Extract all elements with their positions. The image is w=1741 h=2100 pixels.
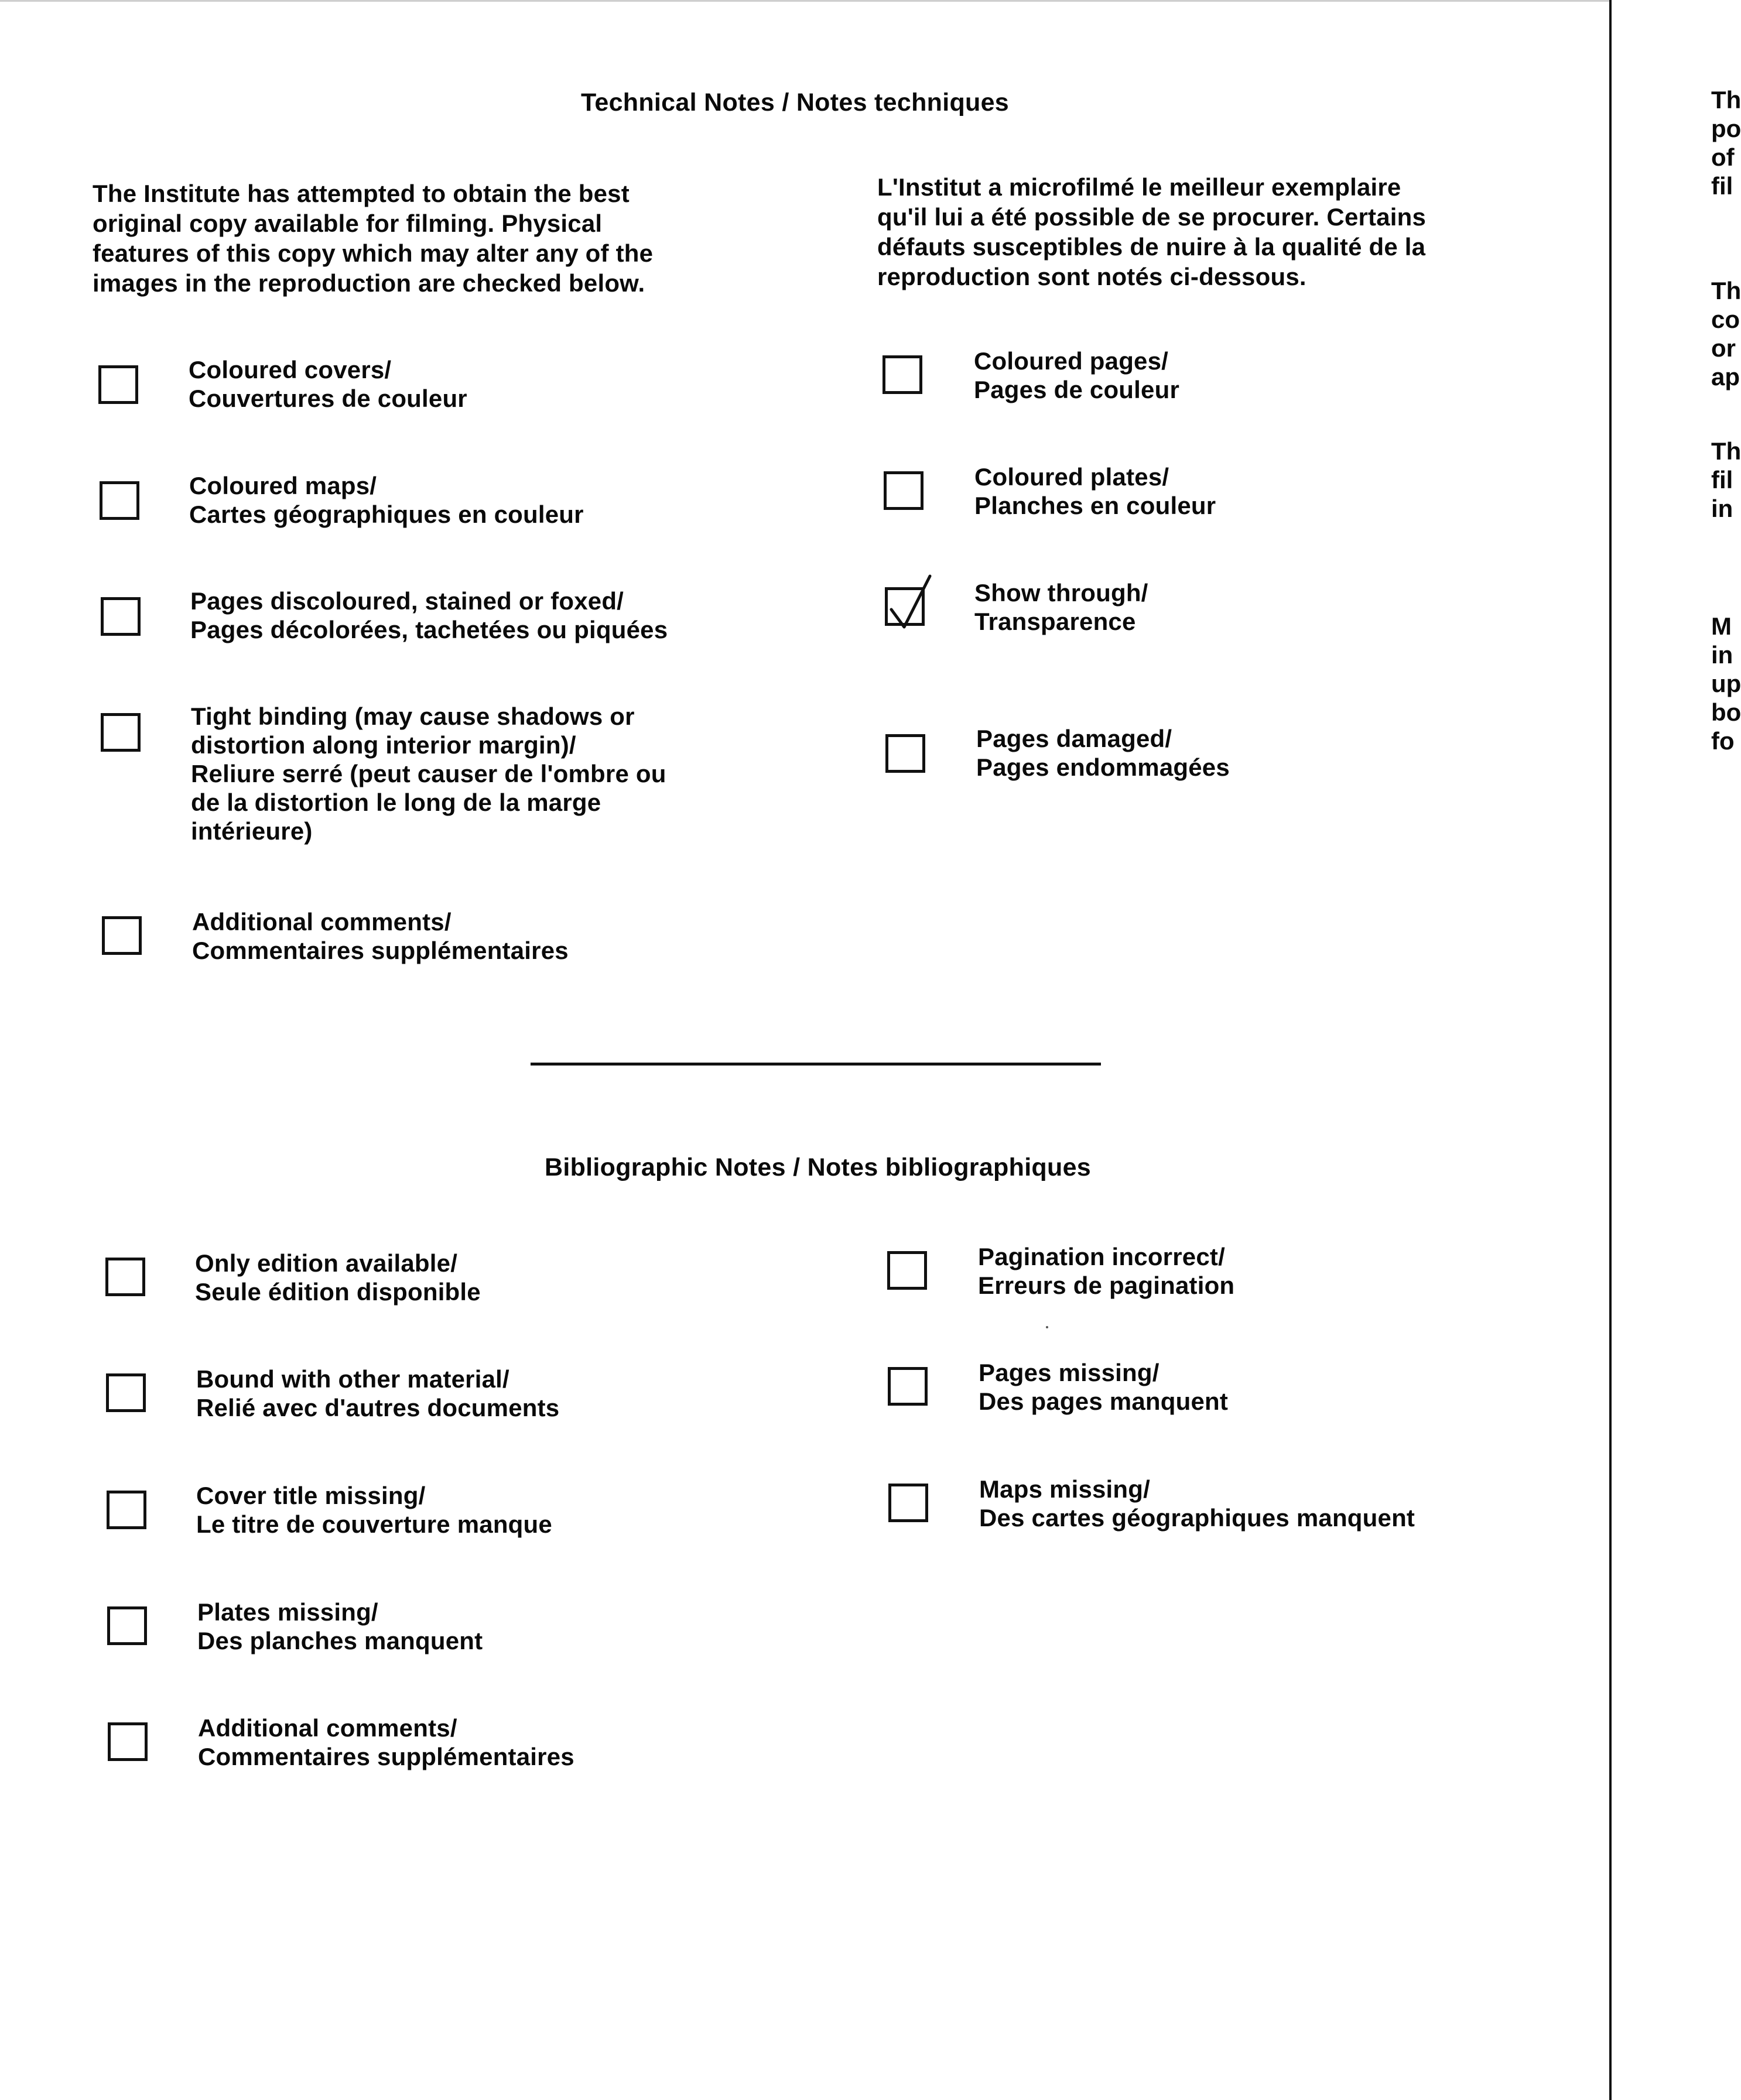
label-cover-title-missing: Cover title missing/ Le titre de couverture manque <box>196 1482 552 1538</box>
checkbox-cover-title-missing[interactable] <box>107 1491 146 1529</box>
margin-fragment: of <box>1711 143 1735 171</box>
checkbox-plates-missing[interactable] <box>107 1606 147 1645</box>
checkbox-bibliographic-additional-comments[interactable] <box>108 1722 148 1761</box>
checkbox-pages-missing[interactable] <box>888 1367 928 1406</box>
checkbox-technical-additional-comments[interactable] <box>102 916 142 955</box>
label-pages-damaged: Pages damaged/ Pages endommagées <box>976 725 1230 781</box>
bibliographic-notes-heading: Bibliographic Notes / Notes bibliographiques <box>545 1153 1091 1181</box>
margin-fragment: Th <box>1711 86 1741 114</box>
label-only-edition: Only edition available/ Seule édition disponible <box>195 1249 481 1306</box>
checkbox-pages-damaged[interactable] <box>885 734 925 773</box>
margin-fragment: in <box>1711 641 1733 669</box>
checkbox-coloured-maps[interactable] <box>100 481 139 520</box>
checkbox-pagination-incorrect[interactable] <box>887 1251 927 1290</box>
label-pagination-incorrect: Pagination incorrect/ Erreurs de pagination <box>978 1243 1235 1299</box>
dust-speck <box>1046 1326 1048 1328</box>
checkbox-pages-discoloured[interactable] <box>101 597 141 636</box>
checkbox-show-through[interactable] <box>885 587 925 626</box>
checkbox-maps-missing[interactable] <box>888 1484 928 1522</box>
label-coloured-maps: Coloured maps/ Cartes géographiques en couleur <box>189 472 584 528</box>
technical-intro-english: The Institute has attempted to obtain the best original copy available for filming. Physical features of this copy which may alter any of the images in the reproduction are checked below. <box>93 180 654 297</box>
margin-fragment: fo <box>1711 727 1735 755</box>
margin-fragment: M <box>1711 612 1732 640</box>
margin-fragment: in <box>1711 495 1733 522</box>
margin-fragment: bo <box>1711 698 1741 726</box>
checkbox-bound-with-other[interactable] <box>106 1373 146 1412</box>
margin-fragment: Th <box>1711 277 1741 304</box>
label-pages-missing: Pages missing/ Des pages manquent <box>979 1359 1229 1415</box>
checkbox-coloured-pages[interactable] <box>883 355 922 394</box>
margin-fragment: up <box>1711 670 1741 697</box>
label-pages-discoloured: Pages discoloured, stained or foxed/ Pages décolorées, tachetées ou piquées <box>190 587 668 643</box>
checkbox-coloured-covers[interactable] <box>98 365 138 404</box>
margin-fragment: fil <box>1711 172 1733 200</box>
margin-fragment: co <box>1711 306 1740 333</box>
margin-fragment: Th <box>1711 437 1741 465</box>
technical-notes-heading: Technical Notes / Notes techniques <box>581 88 1010 117</box>
technical-intro-french: L'Institut a microfilmé le meilleur exemplaire qu'il lui a été possible de se procurer. Certains défauts susceptibles de nuire à la qualité de la reproduction sont notés ci-dessous. <box>877 173 1427 290</box>
label-tight-binding: Tight binding (may cause shadows or distortion along interior margin)/ Reliure serré (peut causer de l'ombre ou de la distortion le long de la marge intérieure) <box>191 703 666 845</box>
label-technical-additional-comments: Additional comments/ Commentaires supplémentaires <box>192 908 569 964</box>
label-plates-missing: Plates missing/ Des planches manquent <box>197 1598 483 1654</box>
label-coloured-plates: Coloured plates/ Planches en couleur <box>974 463 1216 519</box>
label-bound-with-other: Bound with other material/ Relié avec d'autres documents <box>196 1365 560 1421</box>
margin-fragment: po <box>1711 115 1741 142</box>
checkbox-coloured-plates[interactable] <box>884 471 923 510</box>
label-coloured-pages: Coloured pages/ Pages de couleur <box>974 347 1179 403</box>
label-bibliographic-additional-comments: Additional comments/ Commentaires supplémentaires <box>198 1714 574 1770</box>
label-coloured-covers: Coloured covers/ Couvertures de couleur <box>189 356 467 412</box>
label-maps-missing: Maps missing/ Des cartes géographiques manquent <box>979 1475 1415 1532</box>
checkmark-icon <box>884 566 943 636</box>
margin-fragment: ap <box>1711 363 1740 390</box>
section-divider <box>531 1063 1101 1066</box>
checkbox-tight-binding[interactable] <box>101 713 141 752</box>
margin-fragment: or <box>1711 334 1736 362</box>
label-show-through: Show through/ Transparence <box>974 579 1148 635</box>
checkbox-only-edition[interactable] <box>105 1258 145 1296</box>
page-right-edge-divider <box>1609 0 1612 2100</box>
margin-fragment: fil <box>1711 466 1733 494</box>
page-top-edge <box>0 0 1609 2</box>
